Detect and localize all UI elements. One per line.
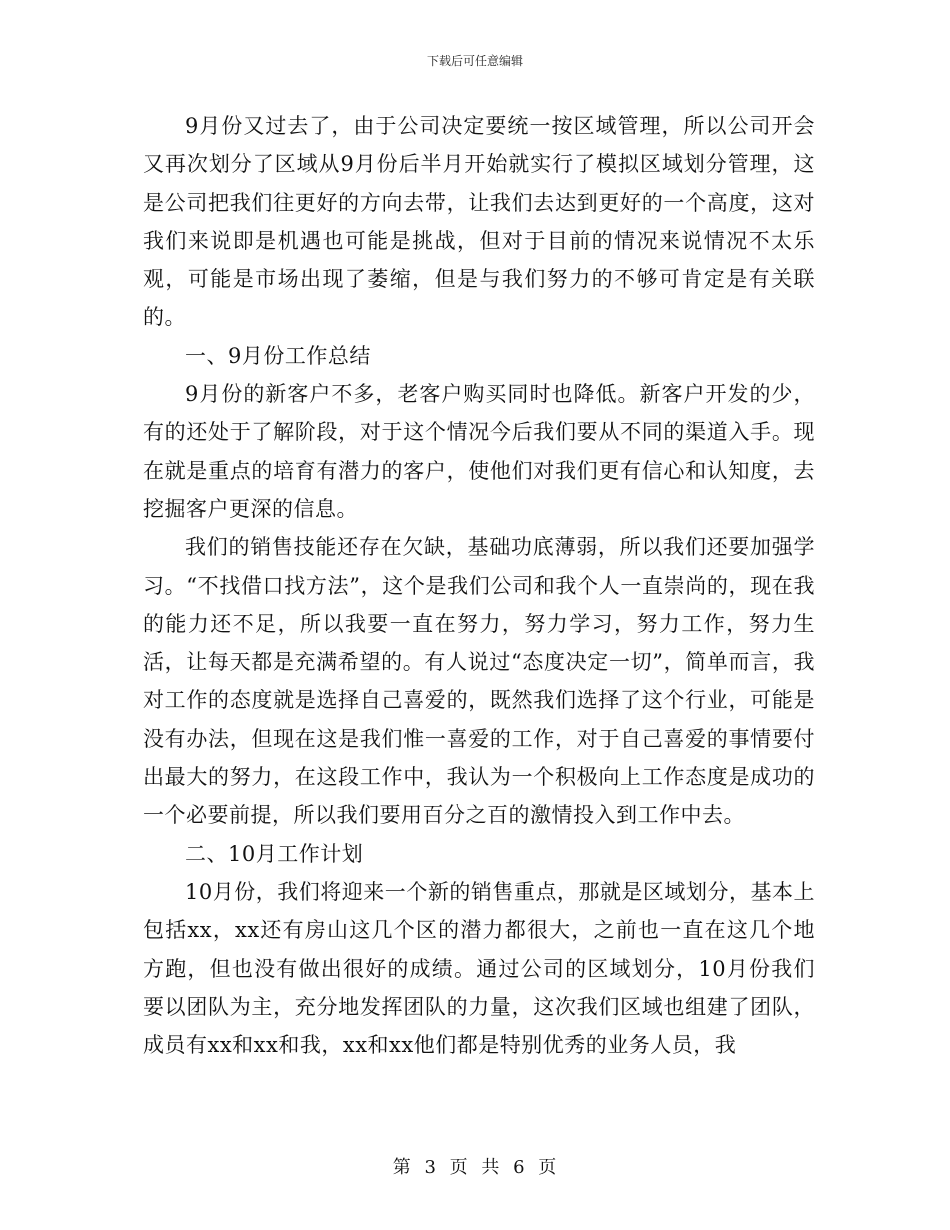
section1-paragraph-2: 我们的销售技能还存在欠缺，基础功底薄弱，所以我们还要加强学习。“不找借口找方法”，这个是我们公司和我个人一直崇尚的，现在我的能力还不足，所以我要一直在努力，努力学习，努力工作，努力生活，让每天都是充满希望的。有人说过“态度决定一切”，简单而言，我对工作的态度就是选择自己喜爱的，既然我们选择了这个行业，可能是没有办法，但现在这是我们惟一喜爱的工作，对于自己喜爱的事情要付出最大的努力，在这段工作中，我认为一个积极向上工作态度是成功的一个必要前提，所以我们要用百分之百的激情投入到工作中去。 (143, 535, 815, 828)
intro-paragraph: 9月份又过去了，由于公司决定要统一按区域管理，所以公司开会又再次划分了区域从9月份后半月开始就实行了模拟区域划分管理，这是公司把我们往更好的方向去带，让我们去达到更好的一个高度，这对我们来说即是机遇也可能是挑战，但对于目前的情况来说情况不太乐观，可能是市场出现了萎缩，但是与我们努力的不够可肯定是有关联的。 (143, 114, 815, 330)
section1-paragraph-1: 9月份的新客户不多，老客户购买同时也降低。新客户开发的少，有的还处于了解阶段，对于这个情况今后我们要从不同的渠道入手。现在就是重点的培育有潜力的客户，使他们对我们更有信心和认知度，去挖掘客户更深的信息。 (143, 382, 815, 521)
header-note: 下载后可任意编辑 (426, 54, 523, 68)
section1-heading: 一、9月份工作总结 (185, 343, 371, 368)
page-footer: 第 3 页 共 6 页 (392, 1157, 558, 1178)
document-body (143, 107, 815, 1064)
section2-paragraph-1: 10月份，我们将迎来一个新的销售重点，那就是区域划分，基本上包括xx，xx还有房山这几个区的潜力都很大，之前也一直在这几个地方跑，但也没有做出很好的成绩。通过公司的区域划分，10月份我们要以团队为主，充分地发挥团队的力量，这次我们区域也组建了团队，成员有xx和xx和我，xx和xx他们都是特别优秀的业务人员，我 (143, 879, 815, 1058)
section2-heading: 二、10月工作计划 (185, 841, 364, 866)
